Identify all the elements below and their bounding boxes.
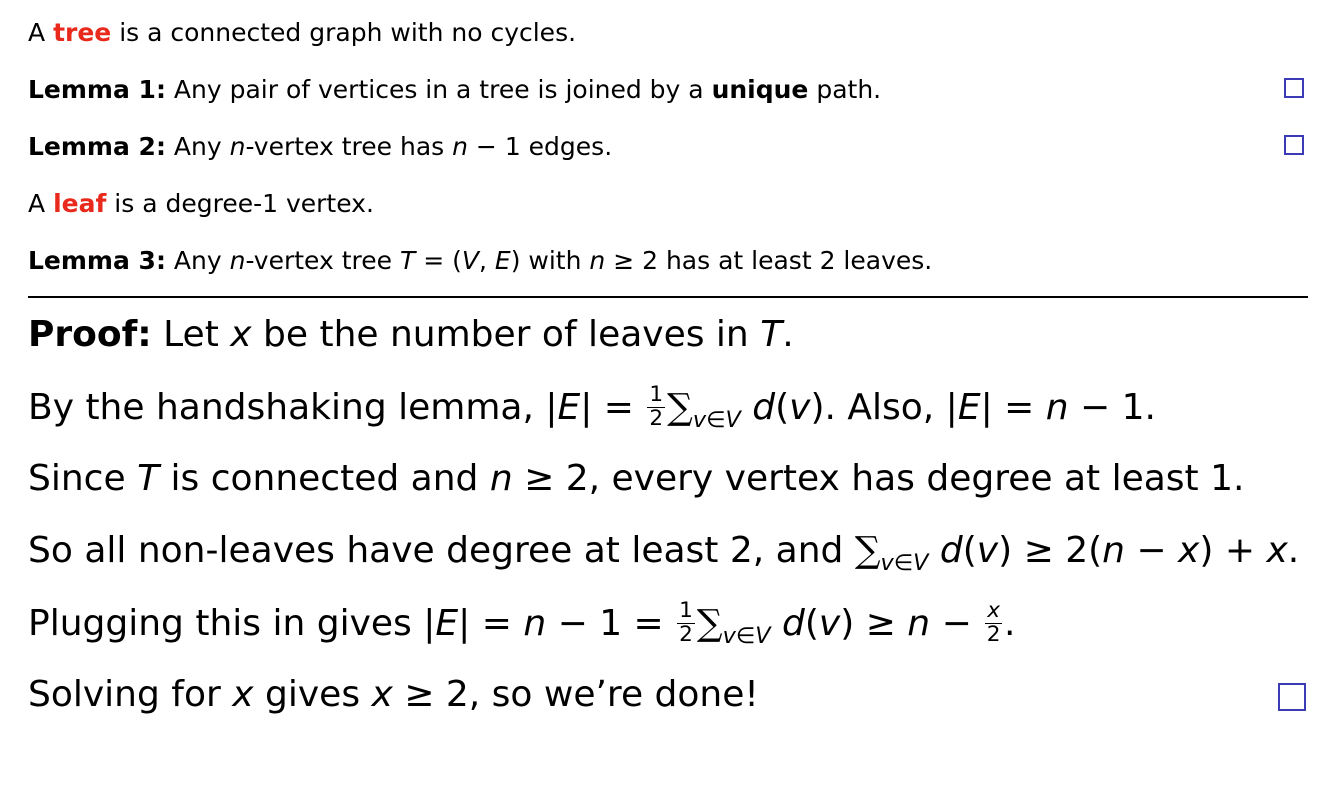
proof-text: gives <box>253 674 372 715</box>
proof-text: ). Also, | <box>810 387 958 429</box>
fraction-numerator: x <box>987 597 1000 623</box>
math-var: n <box>229 132 246 161</box>
math-text: | = <box>980 387 1046 429</box>
definition-tree <box>28 18 576 47</box>
math-var: d <box>781 603 805 645</box>
proof-text: | = <box>580 387 646 429</box>
definition-leaf <box>28 189 374 218</box>
math-text: − <box>930 603 984 645</box>
math-text: ( <box>804 603 819 645</box>
lemma-label: Lemma 3: <box>28 246 166 275</box>
lemma-text: with <box>520 246 590 275</box>
fraction-half <box>677 597 695 647</box>
proof-text: Solving for <box>28 674 233 715</box>
proof-text: is connected and <box>159 458 490 499</box>
fraction-denominator: 2 <box>649 405 664 431</box>
math-var: x <box>232 674 254 715</box>
lemma-text: Any <box>165 246 230 275</box>
sum-subscript: v∈V <box>692 406 741 433</box>
math-text: ( <box>962 530 977 571</box>
lemma-1 <box>28 75 881 104</box>
definition-text: is a degree-1 vertex. <box>106 189 374 218</box>
math-var: E <box>494 246 511 275</box>
lemma-3 <box>28 246 932 275</box>
math-var: T <box>137 458 160 499</box>
proof-text: So all non-leaves have degree at least 2, and <box>28 530 855 571</box>
math-var: d <box>752 387 776 429</box>
math-var: v <box>976 530 999 571</box>
math-var: v <box>818 603 841 645</box>
math-var: n <box>907 603 931 645</box>
fraction-numerator: 1 <box>649 381 664 407</box>
proof-text: be the number of leaves in <box>251 314 761 355</box>
term-leaf: leaf <box>53 189 107 218</box>
proof-line-6 <box>28 674 759 715</box>
emphasis: unique <box>711 75 809 104</box>
math-text: − 1 = <box>546 603 676 645</box>
math-text: . <box>1003 603 1016 645</box>
math-text: , <box>478 246 495 275</box>
proof-text: By the handshaking lemma, | <box>28 387 558 429</box>
lemma-text: Any <box>165 132 230 161</box>
math-var: n <box>452 132 468 161</box>
math-var: x <box>1266 530 1288 571</box>
math-text: − <box>1124 530 1179 571</box>
proof-text: Plugging this in gives | <box>28 603 436 645</box>
proof-text: ≥ 2, so we’re done! <box>392 674 759 715</box>
sum-symbol: ∑ <box>667 387 693 429</box>
lemma-text: − 1 edges. <box>467 132 613 161</box>
sum-symbol: ∑ <box>696 603 723 645</box>
proof-text: ≥ 2, every vertex has degree at least 1. <box>512 458 1245 499</box>
math-var: n <box>1102 530 1125 571</box>
math-text: | = <box>458 603 524 645</box>
lemma-2 <box>28 132 612 161</box>
fraction-denominator: 2 <box>986 621 1001 647</box>
qed-box-icon <box>1284 135 1304 155</box>
math-var: x <box>1178 530 1200 571</box>
lemma-text: -vertex tree <box>245 246 400 275</box>
lemma-label: Lemma 2: <box>28 132 166 161</box>
lemma-text: ≥ 2 has at least 2 leaves. <box>605 246 933 275</box>
math-text: ) ≥ <box>840 603 908 645</box>
qed-box-icon <box>1284 78 1304 98</box>
math-var: d <box>939 530 963 571</box>
math-var: T <box>399 246 416 275</box>
fraction-x-half <box>985 597 1002 647</box>
fraction-half <box>647 381 665 431</box>
proof-line-5 <box>28 597 1016 649</box>
lemma-label: Lemma 1: <box>28 75 166 104</box>
qed-box-icon <box>1278 683 1306 711</box>
definition-text: A <box>28 18 54 47</box>
math-var: n <box>229 246 246 275</box>
math-var: E <box>435 603 459 645</box>
math-var: x <box>230 314 252 355</box>
sum-subscript: v∈V <box>722 622 771 649</box>
math-text: ) <box>510 246 521 275</box>
lemma-text: Any pair of vertices in a tree is joined by a <box>165 75 712 104</box>
proof-text: Let <box>151 314 231 355</box>
math-var: n <box>1045 387 1069 429</box>
sum-symbol: ∑ <box>854 530 881 571</box>
proof-line-3 <box>28 458 1244 499</box>
math-text: ( <box>775 387 790 429</box>
math-text: ) ≥ 2( <box>998 530 1103 571</box>
definition-text: is a connected graph with no cycles. <box>111 18 577 47</box>
fraction-denominator: 2 <box>679 621 693 647</box>
lemma-text: path. <box>808 75 882 104</box>
math-text: − 1. <box>1068 387 1156 429</box>
fraction-numerator: 1 <box>679 597 693 623</box>
proof-label: Proof: <box>28 314 152 355</box>
definition-text: A <box>28 189 54 218</box>
math-var: E <box>957 387 981 429</box>
math-var: n <box>589 246 606 275</box>
divider <box>28 296 1308 298</box>
term-tree: tree <box>53 18 112 47</box>
math-var: x <box>371 674 393 715</box>
math-var: v <box>789 387 811 429</box>
proof-text: . <box>782 314 794 355</box>
math-var: n <box>489 458 513 499</box>
sum-subscript: v∈V <box>880 549 929 576</box>
math-text: = ( <box>415 246 462 275</box>
math-var: n <box>523 603 547 645</box>
proof-line-1 <box>28 314 794 355</box>
math-text: . <box>1287 530 1300 571</box>
math-var: E <box>557 387 581 429</box>
proof-text: Since <box>28 458 138 499</box>
math-text: ) + <box>1199 530 1267 571</box>
proof-line-4 <box>28 530 1299 576</box>
math-var: T <box>760 314 783 355</box>
lemma-text: -vertex tree has <box>245 132 453 161</box>
proof-line-2 <box>28 381 1156 433</box>
math-var: V <box>461 246 479 275</box>
